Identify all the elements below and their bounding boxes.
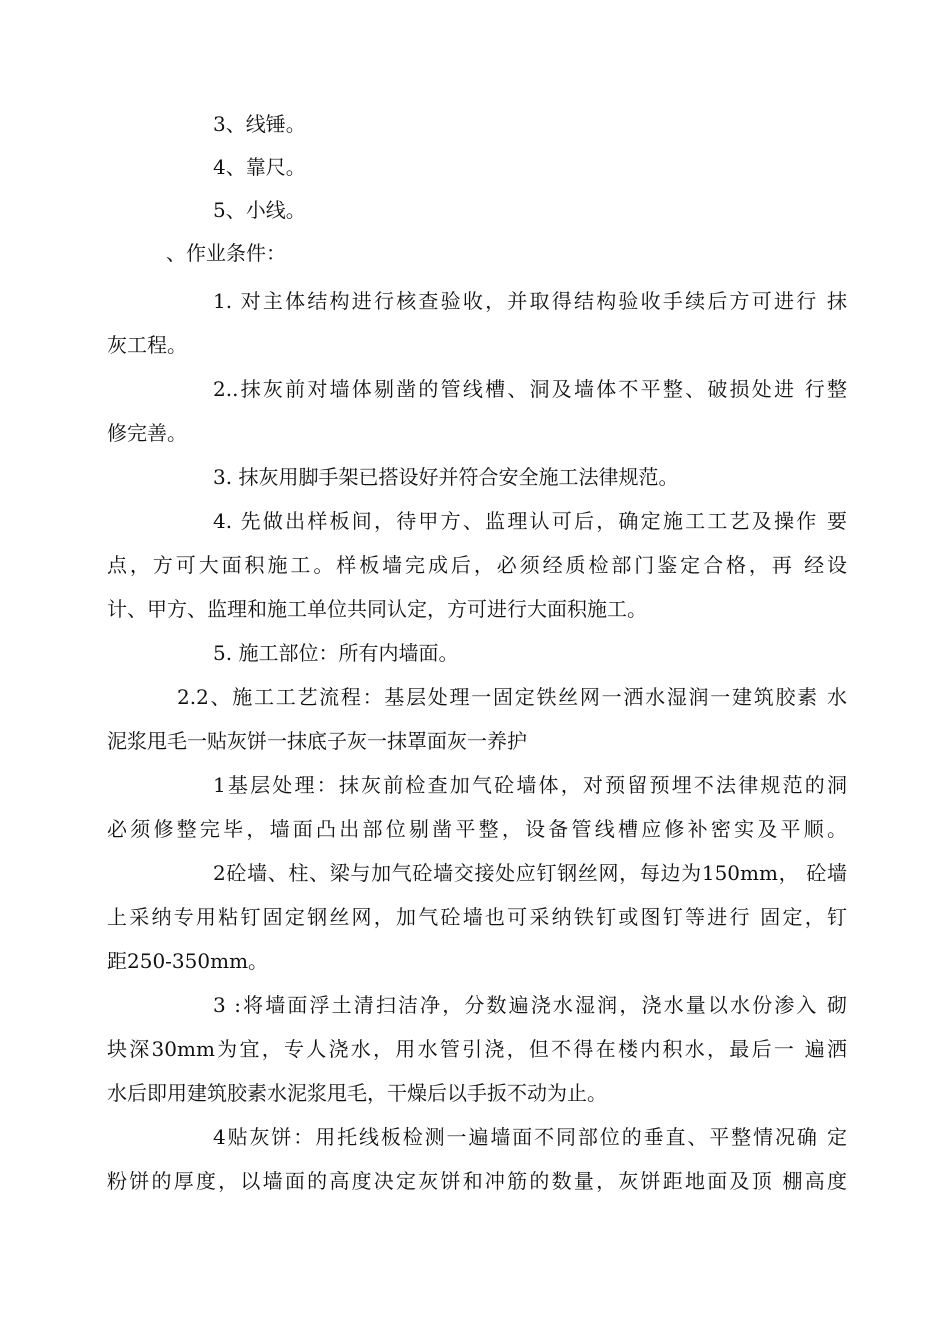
text-line: 2..抹灰前对墙体剔凿的管线槽、洞及墙体不平整、破损处进 行整 [213,377,847,401]
text-line: 块深30mm为宜，专人浇水，用水管引浇，但不得在楼内积水，最后一 遍洒 [107,1037,847,1061]
text-line: 上采纳专用粘钉固定钢丝网，加气砼墙也可采纳铁钉或图钉等进行 固定，钉 [107,905,847,929]
text-line: 计、甲方、监理和施工单位共同认定，方可进行大面积施工。 [107,597,647,621]
text-line: 5、小线。 [213,198,306,222]
text-line: 3. 抹灰用脚手架已搭设好并符合安全施工法律规范。 [213,465,679,489]
text-line: 水后即用建筑胶素水泥浆甩毛，干燥后以手扳不动为止。 [107,1081,607,1105]
text-line: 泥浆甩毛一贴灰饼一抹底子灰一抹罩面灰一养护 [107,729,527,753]
text-line: 3 :将墙面浮土清扫洁净，分数遍浇水湿润，浇水量以水份渗入 砌 [213,993,847,1017]
text-line: 点，方可大面积施工。样板墙完成后，必须经质检部门鉴定合格，再 经设 [107,553,847,577]
text-line: 4. 先做出样板间，待甲方、监理认可后，确定施工工艺及操作 要 [213,509,847,533]
text-line: 1基层处理：抹灰前检查加气砼墙体，对预留预埋不法律规范的洞 [213,773,847,797]
section-heading: 、作业条件： [166,241,286,265]
text-line: 灰工程。 [107,333,187,357]
text-line: 粉饼的厚度，以墙面的高度决定灰饼和冲筋的数量，灰饼距地面及顶 棚高度 [107,1169,847,1193]
text-line: 4、靠尺。 [213,155,306,179]
text-line: 修完善。 [107,421,187,445]
text-line: 4贴灰饼：用托线板检测一遍墙面不同部位的垂直、平整情况确 定 [213,1125,847,1149]
text-line: 必须修整完毕，墙面凸出部位剔凿平整，设备管线槽应修补密实及平顺。 [107,817,847,841]
text-line: 1. 对主体结构进行核查验收，并取得结构验收手续后方可进行 抹 [213,289,847,313]
section-heading: 2.2、施工工艺流程：基层处理一固定铁丝网一洒水湿润一建筑胶素 水 [177,685,847,709]
text-line: 2砼墙、柱、梁与加气砼墙交接处应钉钢丝网，每边为150mm， 砼墙 [213,861,847,885]
text-line: 距250-350mm。 [107,949,269,973]
text-line: 5. 施工部位：所有内墙面。 [213,641,459,665]
text-line: 3、线锤。 [213,112,306,136]
